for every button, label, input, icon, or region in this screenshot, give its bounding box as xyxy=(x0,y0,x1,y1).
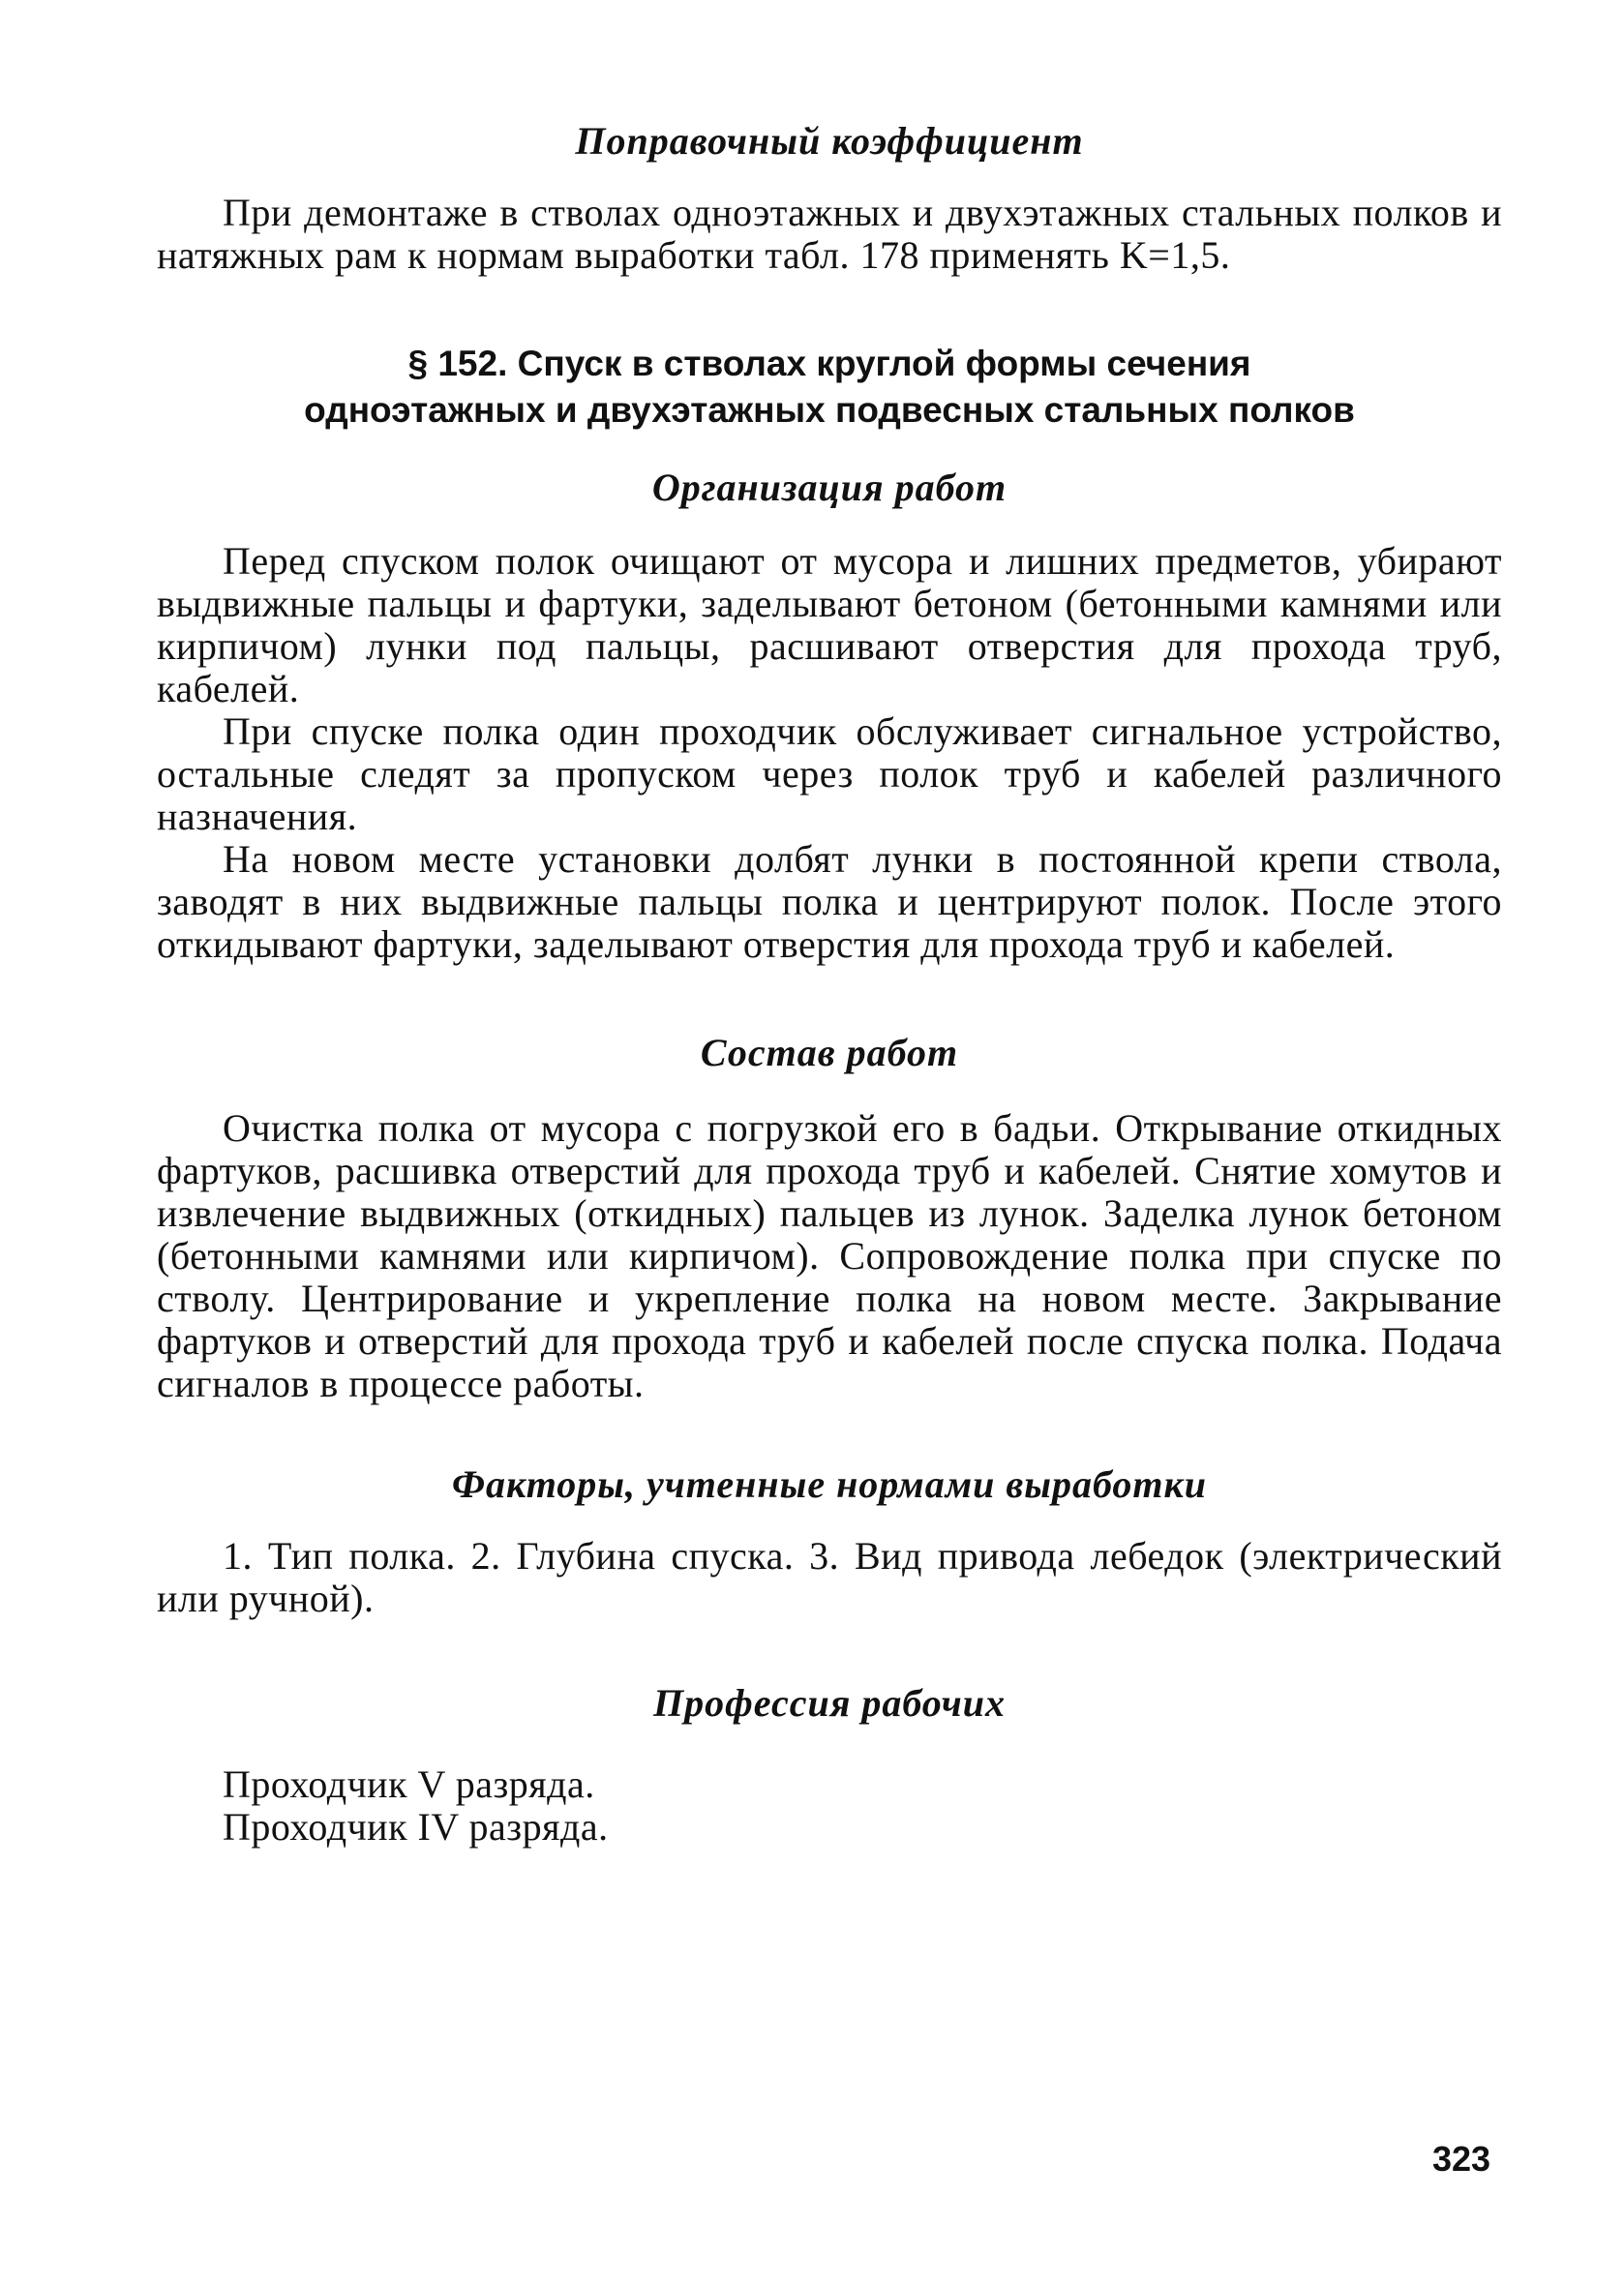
correction-coefficient-paragraph: При демонтаже в стволах одноэтажных и двухэтажных стальных полков и натяжных рам к нормам выработки табл. 178 применять K=1,5. xyxy=(157,191,1502,277)
correction-coefficient-heading: Поправочный коэффициент xyxy=(575,119,1084,163)
factors-heading: Факторы, учтенные нормами выработки xyxy=(451,1462,1208,1506)
workers-heading: Профессия рабочих xyxy=(653,1681,1006,1725)
organization-paragraph-1: Перед спуском полок очищают от мусора и лишних предметов, убирают выдвижные пальцы и фартуки, заделывают бетоном (бетонными камнями или кирпичом) лунки под пальцы, расшивают отверстия для прохода труб, кабелей. xyxy=(157,539,1502,710)
organization-heading: Организация работ xyxy=(651,466,1007,509)
section-title-line1: § 152. Спуск в стволах круглой формы сечения xyxy=(407,344,1251,383)
section-title-line2: одноэтажных и двухэтажных подвесных стальных полков xyxy=(304,390,1355,430)
page-content xyxy=(157,116,1502,1849)
factors-paragraph: 1. Тип полка. 2. Глубина спуска. 3. Вид привода лебедок (электрический или ручной). xyxy=(157,1534,1502,1620)
page-number: 323 xyxy=(1432,2139,1491,2179)
worker-line-2: Проходчик IV разряда. xyxy=(223,1805,609,1849)
worker-line-1: Проходчик V разряда. xyxy=(223,1762,595,1806)
composition-paragraph: Очистка полка от мусора с погрузкой его в бадьи. Открывание откидных фартуков, расшивка отверстий для прохода труб и кабелей. Снятие хомутов и извлечение выдвижных (откидных) пальцев из лунок. Заделка лунок бетоном (бетонными камнями или кирпичом). Сопровождение полка при спуске по стволу. Центрирование и укрепление полка на новом месте. Закрывание фартуков и отверстий для прохода труб и кабелей после спуска полка. Подача сигналов в процессе работы. xyxy=(157,1106,1502,1405)
composition-heading: Состав работ xyxy=(700,1031,959,1074)
organization-paragraph-2: При спуске полка один проходчик обслуживает сигнальное устройство, остальные следят за пропуском через полок труб и кабелей различного назначения. xyxy=(157,709,1502,838)
organization-paragraph-3: На новом месте установки долбят лунки в постоянной крепи ствола, заводят в них выдвижные пальцы полка и центрируют полок. После этого откидывают фартуки, заделывают отверстия для прохода труб и кабелей. xyxy=(157,837,1502,966)
